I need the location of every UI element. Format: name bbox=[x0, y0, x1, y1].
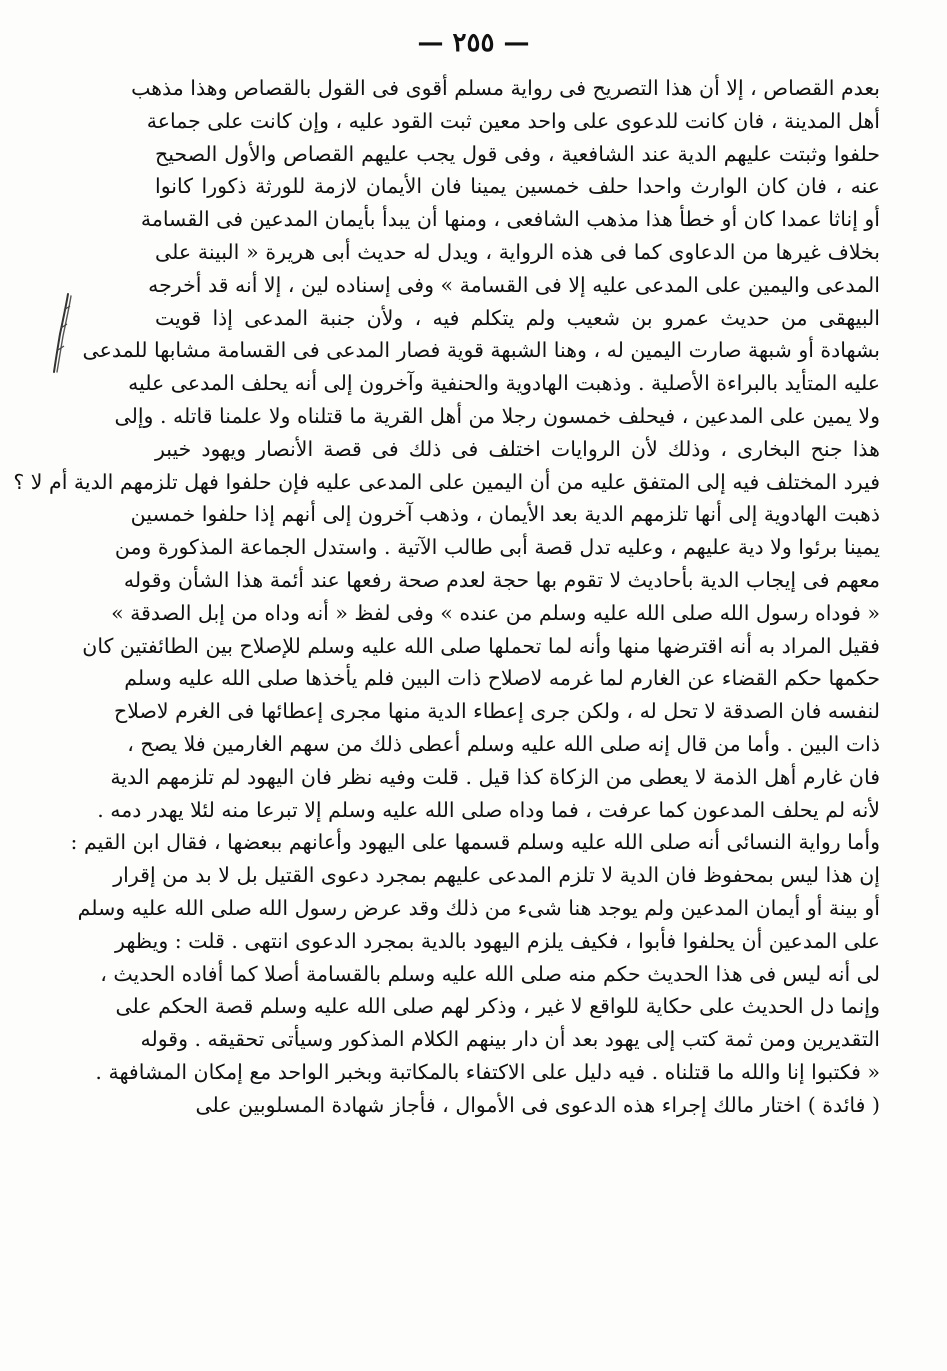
text-line: وأما رواية النسائى أنه صلى الله عليه وسلم قسمها على اليهود وأعانهم ببعضها ، فقال ابن القيم : bbox=[70, 830, 880, 855]
text-line: ذهبت الهادوية إلى أنها تلزمهم الدية بعد الأيمان ، وذهب آخرون إلى أنهم إذا حلفوا خمسين bbox=[130, 502, 880, 527]
text-line: بخلاف غيرها من الدعاوى كما فى هذه الرواية ، ويدل له حديث أبى هريرة « البينة على bbox=[155, 239, 880, 264]
text-line: ذات البين . وأما من قال إنه صلى الله عليه وسلم أعطى ذلك من سهم الغارمين فلا يصح ، bbox=[127, 731, 880, 756]
body-text bbox=[13, 72, 880, 1122]
text-line: يمينا برئوا ولا دية عليهم ، وعليه تدل قصة أبى طالب الآتية . واستدل الجماعة المذكورة ومن bbox=[114, 535, 880, 560]
margin-pencil-mark bbox=[48, 292, 78, 374]
text-line: لى أنه ليس فى هذا الحديث حكم منه صلى الله عليه وسلم بالقسامة أصلا كما أفاده الحديث ، bbox=[100, 961, 880, 986]
text-line: أهل المدينة ، فان كانت للدعوى على واحد معين ثبت القود عليه ، وإن كانت على جماعة bbox=[146, 108, 880, 133]
text-line: البيهقى من حديث عمرو بن شعيب ولم يتكلم فيه ، ولأن جنبة المدعى إذا قويت bbox=[155, 305, 880, 330]
page-number: — ٢٥٥ — bbox=[417, 28, 530, 58]
text-line: حكمها حكم القضاء عن الغارم لما غرمه لاصلاح ذات البين فلم يأخذها صلى الله عليه وسلم bbox=[124, 666, 880, 691]
text-line: ( فائدة ) اختار مالك إجراء هذه الدعوى فى الأموال ، فأجاز شهادة المسلوبين على bbox=[195, 1092, 880, 1117]
text-line: بشهادة أو شبهة صارت اليمين له ، وهنا الشبهة قوية فصار المدعى فى القسامة مشابها للمدعى bbox=[82, 338, 880, 363]
text-line: حلفوا وثبتت عليهم الدية عند الشافعية ، وفى قول يجب عليهم القصاص والأول الصحيح bbox=[155, 141, 880, 166]
text-line: فان غارم أهل الذمة لا يعطى من الزكاة كذا قيل . قلت وفيه نظر فان اليهود لم تلزمهم الدية bbox=[110, 764, 880, 789]
text-line: فيرد المختلف فيه إلى المتفق عليه من أن اليمين على المدعى عليه فإن حلفوا فهل تلزمهم الدية أم لا ؟ bbox=[13, 469, 880, 494]
text-line: التقديرين ومن ثمة كتب إلى يهود بعد أن دار بينهم الكلام المذكور وسيأتى تحقيقه . وقوله bbox=[140, 1027, 880, 1052]
text-line: المدعى واليمين على المدعى عليه إلا فى القسامة » وفى إسناده لين ، إلا أنه قد أخرجه bbox=[148, 272, 880, 297]
text-line: لأنه لم يحلف المدعون كما عرفت ، فما وداه صلى الله عليه وسلم إلا تبرعا منه لئلا يهدر دمه . bbox=[97, 797, 880, 822]
text-line: بعدم القصاص ، إلا أن هذا التصريح فى رواية مسلم أقوى فى القول بالقصاص وهذا مذهب bbox=[131, 76, 880, 100]
text-line: « فكتبوا إنا والله ما قتلناه . فيه دليل على الاكتفاء بالمكاتبة وبخبر الواحد مع إمكان المشافهة . bbox=[95, 1059, 880, 1084]
text-line: عليه المتأيد بالبراءة الأصلية . وذهبت الهادوية والحنفية وآخرون إلى أنه يحلف المدعى عليه bbox=[128, 371, 880, 396]
text-line: معهم فى إيجاب الدية بأحاديث لا تقوم بها حجة لعدم صحة رفعها عند أئمة هذا الشأن وقوله bbox=[123, 567, 880, 592]
text-line: فقيل المراد به أنه اقترضها منها وأنه لما تحملها صلى الله عليه وسلم للإصلاح بين الطائفتين كان bbox=[82, 633, 880, 658]
text-line: عنه ، فان كان الوارث واحدا حلف خمسين يمينا فان الأيمان لازمة للورثة ذكورا كانوا bbox=[155, 174, 880, 199]
text-line: أو إناثا عمدا كان أو خطأ هذا مذهب الشافعى ، ومنها أن يبدأ بأيمان المدعين فى القسامة bbox=[140, 207, 880, 232]
text-line: ولا يمين على المدعين ، فيحلف خمسون رجلا من أهل القرية ما قتلناه ولا علمنا قاتله . وإلى bbox=[114, 403, 880, 428]
text-line: إن هذا ليس بمحفوظ فان الدية لا تلزم المدعى عليهم بمجرد دعوى القتيل بل لا بد من إقرار bbox=[113, 863, 880, 888]
text-line: على المدعين أن يحلفوا فأبوا ، فكيف يلزم اليهود بالدية بمجرد الدعوى انتهى . قلت : ويظهر bbox=[115, 928, 880, 953]
text-line: وإنما دل الحديث على حكاية للواقع لا غير ، وذكر لهم صلى الله عليه وسلم قصة الحكم على bbox=[115, 994, 880, 1019]
text-line: أو بينة أو أيمان المدعين ولم يوجد هنا شىء من ذلك وقد عرض رسول الله صلى الله عليه وسلم bbox=[77, 895, 880, 920]
text-line: لنفسه فان الصدقة لا تحل له ، ولكن جرى إعطاء الدية منها مجرى إعطائها فى الغرم لاصلاح bbox=[114, 699, 880, 724]
text-line: هذا جنح البخارى ، وذلك لأن الروايات اختلف فى ذلك فى قصة الأنصار ويهود خيبر bbox=[155, 436, 880, 461]
text-line: « فوداه رسول الله صلى الله عليه وسلم من عنده » وفى لفظ « أنه وداه من إبل الصدقة » bbox=[111, 600, 880, 625]
